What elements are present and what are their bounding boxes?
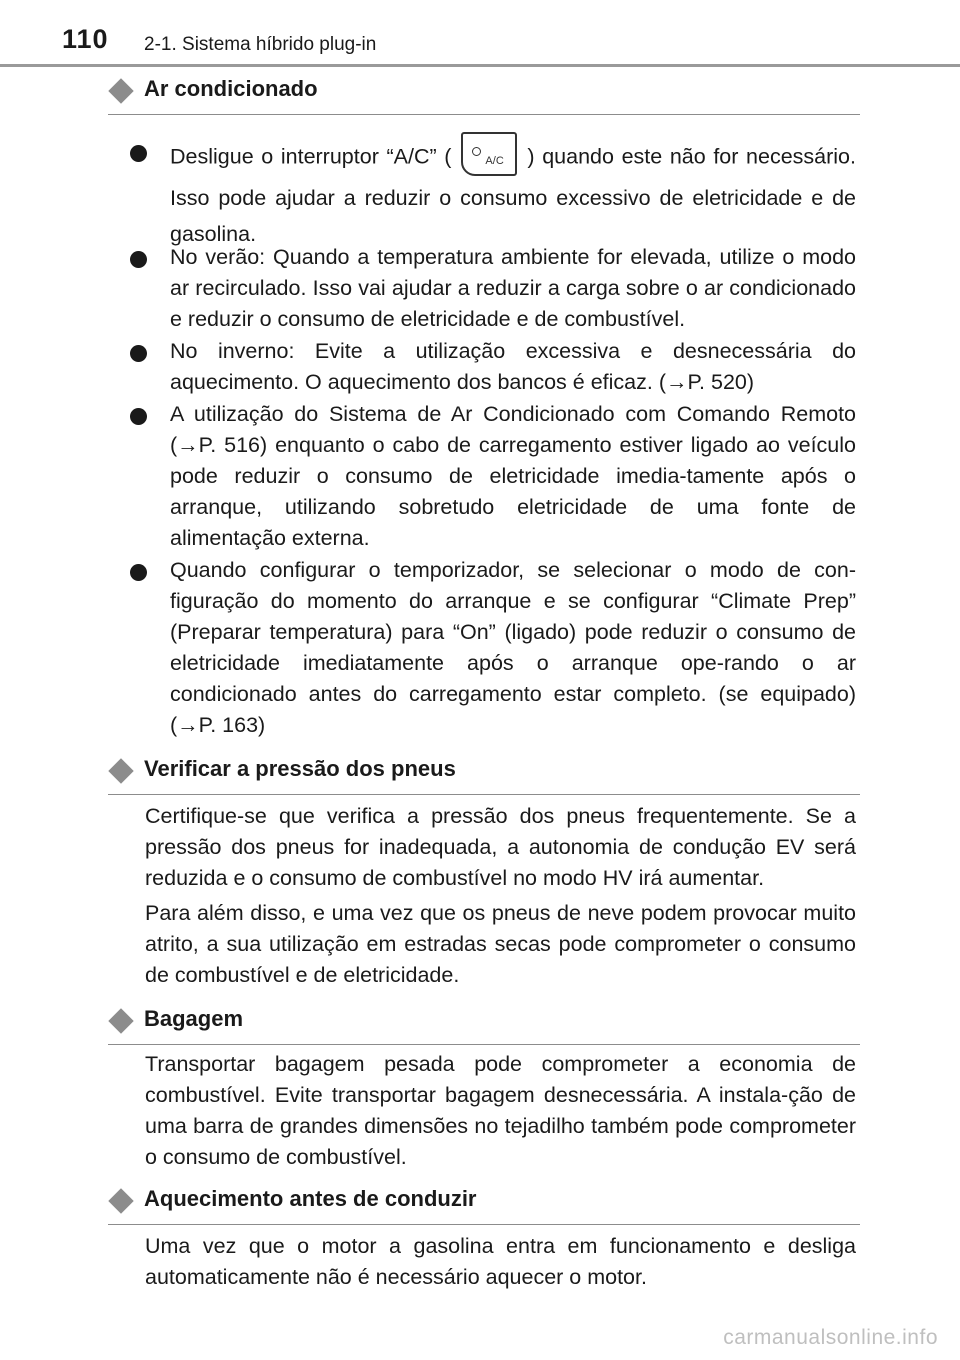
- bullet-icon: [130, 408, 147, 425]
- chapter-title: 2-1. Sistema híbrido plug-in: [144, 34, 377, 55]
- diamond-icon: [108, 1008, 133, 1033]
- bullet-text: Desligue o interruptor “A/C” (: [170, 144, 452, 169]
- section-title: Bagagem: [144, 1006, 244, 1031]
- ac-button-label: A/C: [485, 155, 504, 167]
- bullet-text: No inverno: Evite a utilização excessiva e desnecessária do aquecimento. O aquecimento dos bancos é eficaz. (→P. 520): [170, 339, 856, 394]
- ac-button-icon: [461, 132, 517, 176]
- watermark: carmanualsonline.info: [723, 1326, 938, 1349]
- diamond-icon: [108, 758, 133, 783]
- bullet-icon: [130, 345, 147, 362]
- diamond-icon: [108, 1188, 133, 1213]
- bullet-icon: [130, 145, 147, 162]
- section-heading-ac: [108, 74, 860, 115]
- list-item: [130, 399, 856, 554]
- bullet-icon: [130, 564, 147, 581]
- list-item: [130, 555, 856, 741]
- list-item: [130, 136, 856, 252]
- section-heading-luggage: [108, 1004, 860, 1045]
- bullet-text: No verão: Quando a temperatura ambiente for elevada, utilize o modo ar recirculado. Isso vai ajudar a reduzir a carga sobre o ar condicionado e reduzir o consumo de eletricidade e de combustível.: [170, 245, 856, 331]
- section-title: Verificar a pressão dos pneus: [144, 756, 456, 781]
- section-heading-warmup: [108, 1184, 860, 1225]
- bullet-icon: [130, 251, 147, 268]
- paragraph: Para além disso, e uma vez que os pneus de neve podem provocar muito atrito, a sua utilização em estradas secas pode comprometer o consumo de combustível e de eletricidade.: [145, 901, 856, 987]
- section-heading-tires: [108, 754, 860, 795]
- bullet-text: A utilização do Sistema de Ar Condicionado com Comando Remoto (→P. 516) enquanto o cabo de carregamento estiver ligado ao veículo pode reduzir o consumo de eletricidade imedia-tamente após o arranque, utilizando sobretudo eletricidade de uma fonte de alimentação externa.: [170, 402, 856, 550]
- header-divider: [0, 64, 960, 67]
- paragraph: Uma vez que o motor a gasolina entra em funcionamento e desliga automaticamente não é necessário aquecer o motor.: [145, 1234, 856, 1289]
- indicator-light-icon: [472, 147, 481, 156]
- bullet-text: ) quando este não for necessário. Isso pode ajudar a reduzir o consumo excessivo de eletricidade e de gasolina.: [170, 144, 856, 246]
- page-number: 110: [62, 24, 109, 54]
- page-header: [0, 0, 960, 68]
- section-title: Ar condicionado: [144, 76, 318, 101]
- list-item: [130, 242, 856, 335]
- paragraph: Certifique-se que verifica a pressão dos pneus frequentemente. Se a pressão dos pneus for inadequada, a autonomia de condução EV será reduzida e o consumo de combustível no modo HV irá aumentar.: [145, 804, 856, 890]
- section-title: Aquecimento antes de conduzir: [144, 1186, 477, 1211]
- paragraph: Transportar bagagem pesada pode comprometer a economia de combustível. Evite transportar bagagem desnecessária. A instala-ção de uma barra de grandes dimensões no tejadilho também pode comprometer o consumo de combustível.: [145, 1052, 856, 1169]
- bullet-text: Quando configurar o temporizador, se selecionar o modo de con-figuração do momento do arranque e se configurar “Climate Prep” (Preparar temperatura) para “On” (ligado) pode reduzir o consumo de eletricidade imediatamente após o arranque ope-rando o ar condicionado antes do carregamento estar completo. (se equipado) (→P. 163): [170, 558, 856, 737]
- diamond-icon: [108, 78, 133, 103]
- list-item: [130, 336, 856, 398]
